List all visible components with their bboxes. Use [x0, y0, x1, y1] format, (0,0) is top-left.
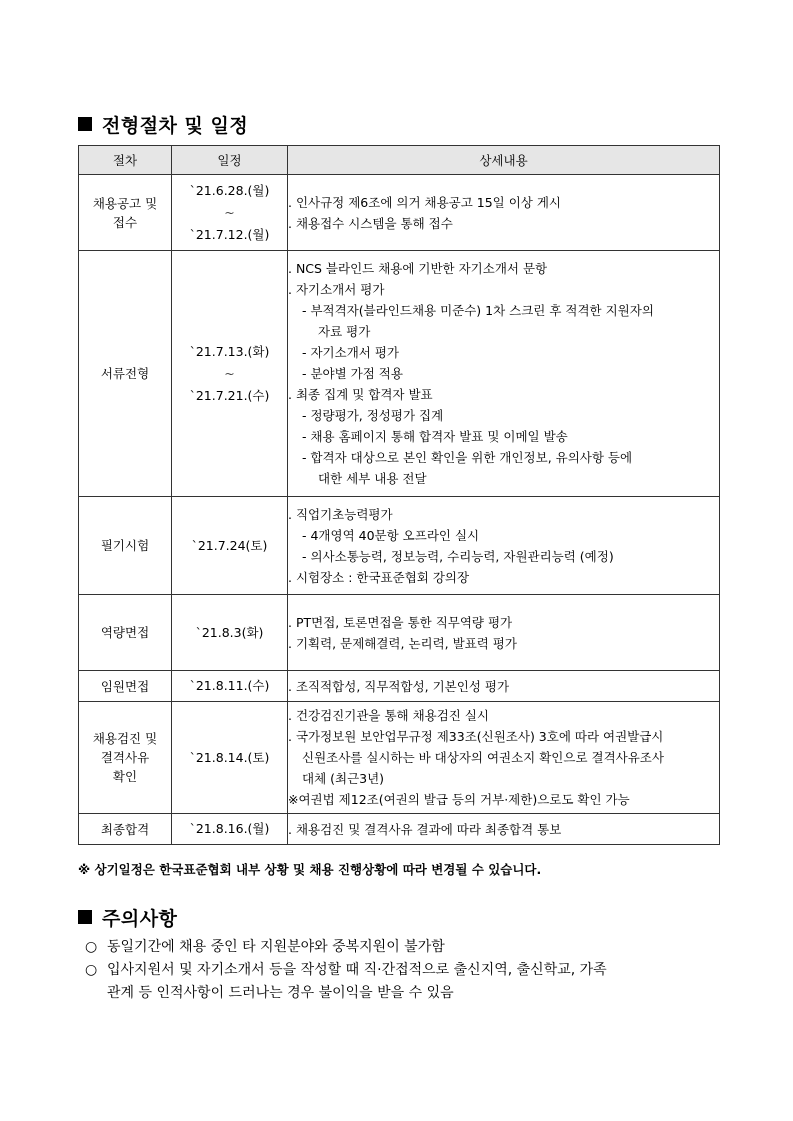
date-text: `21.7.24(토)	[191, 537, 268, 553]
step-cell	[79, 175, 172, 251]
detail-line: - 분야별 가점 적용	[302, 366, 403, 381]
table-row	[79, 671, 720, 702]
step-text: 결격사유	[100, 750, 150, 765]
table-row	[79, 814, 720, 845]
step-cell	[79, 814, 172, 845]
date-cell	[172, 814, 288, 845]
detail-line: . 자기소개서 평가	[288, 282, 385, 297]
date-cell	[172, 702, 288, 814]
table-row	[79, 175, 720, 251]
detail-line: . NCS 블라인드 채용에 기반한 자기소개서 문항	[288, 261, 548, 276]
step-cell	[79, 251, 172, 497]
detail-line: . 기획력, 문제해결력, 논리력, 발표력 평가	[288, 635, 517, 651]
date-text: `21.7.12.(월)	[189, 226, 270, 242]
date-cell	[172, 595, 288, 671]
detail-line: . 최종 집계 및 합격자 발표	[288, 387, 433, 402]
schedule-note: ※ 상기일정은 한국표준협회 내부 상황 및 채용 진행상황에 따라 변경될 수 있습니다.	[78, 862, 542, 877]
detail-cell	[288, 814, 720, 845]
header-detail: 상세내용	[288, 146, 720, 175]
section-title-cautions: 주의사항	[78, 904, 177, 931]
caution-text: 관계 등 인적사항이 드러나는 경우 불이익을 받을 수 있음	[107, 985, 454, 1001]
detail-cell	[288, 595, 720, 671]
table-header-row	[79, 146, 720, 175]
detail-cell	[288, 251, 720, 497]
step-cell	[79, 671, 172, 702]
detail-line: . 조직적합성, 직무적합성, 기본인성 평가	[288, 678, 510, 694]
date-cell	[172, 251, 288, 497]
caution-item	[85, 959, 725, 1005]
date-cell	[172, 671, 288, 702]
step-text: 확인	[112, 769, 138, 784]
detail-cell	[288, 497, 720, 595]
detail-line: . 채용접수 시스템을 통해 접수	[288, 215, 453, 231]
detail-line: 신원조사를 실시하는 바 대상자의 여권소지 확인으로 결격사유조사	[302, 750, 664, 765]
caution-list	[85, 936, 725, 1005]
date-text: `21.7.13.(화)	[189, 343, 270, 359]
step-text: 최종합격	[100, 821, 150, 837]
detail-line: - 의사소통능력, 정보능력, 수리능력, 자원관리능력 (예정)	[302, 548, 614, 564]
detail-line: - 부적격자(블라인드채용 미준수) 1차 스크린 후 적격한 지원자의	[302, 303, 654, 318]
table-row	[79, 497, 720, 595]
date-range-separator: ~	[224, 204, 235, 220]
square-bullet-icon	[78, 910, 92, 924]
detail-line: . 국가정보원 보안업무규정 제33조(신원조사) 3호에 따라 여권발급시	[288, 729, 664, 744]
date-cell	[172, 497, 288, 595]
detail-line: . 인사규정 제6조에 의거 채용공고 15일 이상 게시	[288, 194, 561, 210]
step-text: 접수	[112, 214, 138, 230]
detail-cell	[288, 671, 720, 702]
detail-line: . 건강검진기관을 통해 채용검진 실시	[288, 708, 489, 723]
table-row	[79, 702, 720, 814]
step-cell	[79, 595, 172, 671]
header-date: 일정	[172, 146, 288, 175]
detail-line: . PT면접, 토론면접을 통한 직무역량 평가	[288, 614, 513, 630]
detail-line: - 정량평가, 정성평가 집계	[302, 408, 444, 423]
step-text: 역량면접	[100, 625, 150, 640]
detail-line: 대한 세부 내용 전달	[318, 471, 427, 486]
date-text: `21.8.16.(월)	[189, 821, 270, 836]
detail-cell	[288, 175, 720, 251]
detail-line: - 합격자 대상으로 본인 확인을 위한 개인정보, 유의사항 등에	[302, 450, 633, 465]
date-text: `21.6.28.(월)	[189, 182, 270, 198]
caution-text: 동일기간에 채용 중인 타 지원분야와 중복지원이 불가함	[107, 939, 445, 955]
table-row	[79, 595, 720, 671]
date-range-separator: ~	[224, 365, 235, 381]
table-row	[79, 251, 720, 497]
caution-text: 입사지원서 및 자기소개서 등을 작성할 때 직·간접적으로 출신지역, 출신학교, 가족	[107, 962, 607, 978]
detail-line: . 직업기초능력평가	[288, 506, 393, 522]
header-step: 절차	[79, 146, 172, 175]
step-text: 필기시험	[100, 538, 150, 553]
step-cell	[79, 497, 172, 595]
circle-bullet-icon: ○	[85, 939, 98, 955]
step-text: 채용검진 및	[92, 731, 158, 746]
caution-item	[85, 936, 725, 959]
square-bullet-icon	[78, 117, 92, 131]
detail-line: . 시험장소 : 한국표준협회 강의장	[288, 569, 470, 585]
date-text: `21.8.3(화)	[195, 624, 264, 640]
detail-line: 대체 (최근3년)	[302, 771, 385, 786]
date-cell	[172, 175, 288, 251]
detail-line: - 4개영역 40문항 오프라인 실시	[302, 527, 480, 543]
step-text: 채용공고 및	[92, 195, 158, 211]
detail-line: - 채용 홈페이지 통해 합격자 발표 및 이메일 발송	[302, 429, 568, 444]
step-text: 서류전형	[100, 366, 150, 381]
detail-cell	[288, 702, 720, 814]
step-cell	[79, 702, 172, 814]
schedule-table	[78, 145, 720, 845]
step-text: 임원면접	[100, 678, 150, 694]
date-text: `21.7.21.(수)	[189, 387, 270, 403]
section-title-procedure: 전형절차 및 일정	[78, 111, 248, 138]
date-text: `21.8.14.(토)	[189, 749, 270, 765]
date-text: `21.8.11.(수)	[189, 678, 270, 693]
detail-line: . 채용검진 및 결격사유 결과에 따라 최종합격 통보	[288, 821, 562, 837]
detail-line: ※여권법 제12조(여권의 발급 등의 거부·제한)으로도 확인 가능	[288, 792, 630, 807]
detail-line: 자료 평가	[318, 324, 371, 339]
circle-bullet-icon: ○	[85, 962, 98, 978]
detail-line: - 자기소개서 평가	[302, 345, 399, 360]
